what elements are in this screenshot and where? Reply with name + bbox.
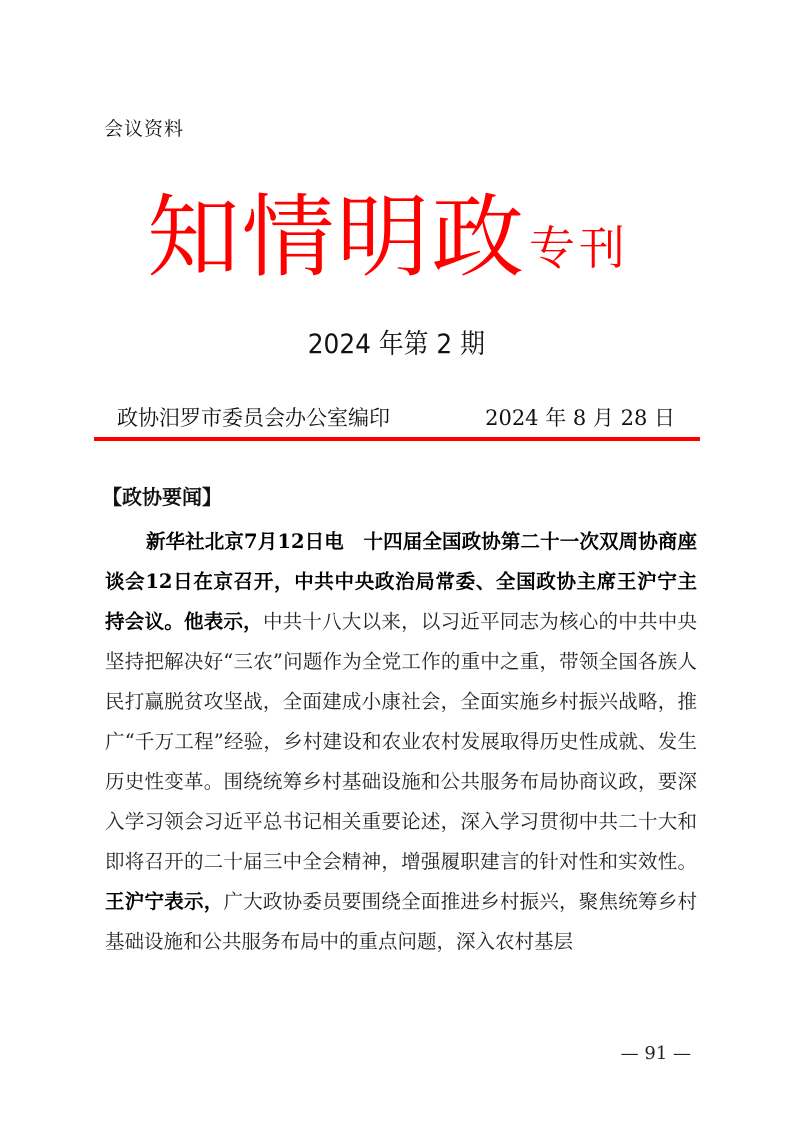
- issue-number: [0, 322, 793, 361]
- red-divider-rule: [94, 437, 700, 441]
- page-number-text: — 91 —: [620, 1043, 691, 1064]
- article-bold-2: 王沪宁表示，: [105, 890, 224, 913]
- masthead-title: 知情明政: [147, 185, 527, 290]
- article-text-2: 广大政协委员要围绕全面推进乡村振兴，聚焦统筹乡村基础设施和公共服务布局中的重点问题，深入农村基层: [105, 890, 697, 953]
- page-number: [0, 1043, 793, 1064]
- article-paragraph: [105, 522, 697, 962]
- masthead: [147, 178, 629, 288]
- editor-line: 政协汨罗市委员会办公室编印: [117, 406, 390, 430]
- document-type-label: 会议资料: [104, 118, 185, 140]
- section-heading: 【政协要闻】: [102, 485, 222, 509]
- article-body: [105, 522, 697, 962]
- publish-date: 2024 年 8 月 28 日: [485, 406, 675, 430]
- issue-number-text: 2024 年第 2 期: [307, 329, 486, 360]
- article-lead-bold: 新华社北京7月12日电 十四届全国政协第二十一次双周协商座谈会12日在京召开，中共中央政治局常委、全国政协主席王沪宁主持会议。他表示，: [105, 530, 697, 633]
- article-text-1: 中共十八大以来，以习近平同志为核心的中共中央坚持把解决好“三农”问题作为全党工作的重中之重，带领全国各族人民打赢脱贫攻坚战，全面建成小康社会，全面实施乡村振兴战略，推广“千万工程”经验，乡村建设和农业农村发展取得历史性成就、发生历史性变革。围绕统筹乡村基础设施和公共服务布局协商议政，要深入学习领会习近平总书记相关重要论述，深入学习贯彻中共二十大和即将召开的二十届三中全会精神，增强履职建言的针对性和实效性。: [105, 610, 697, 873]
- masthead-subtitle: 专刊: [529, 221, 629, 275]
